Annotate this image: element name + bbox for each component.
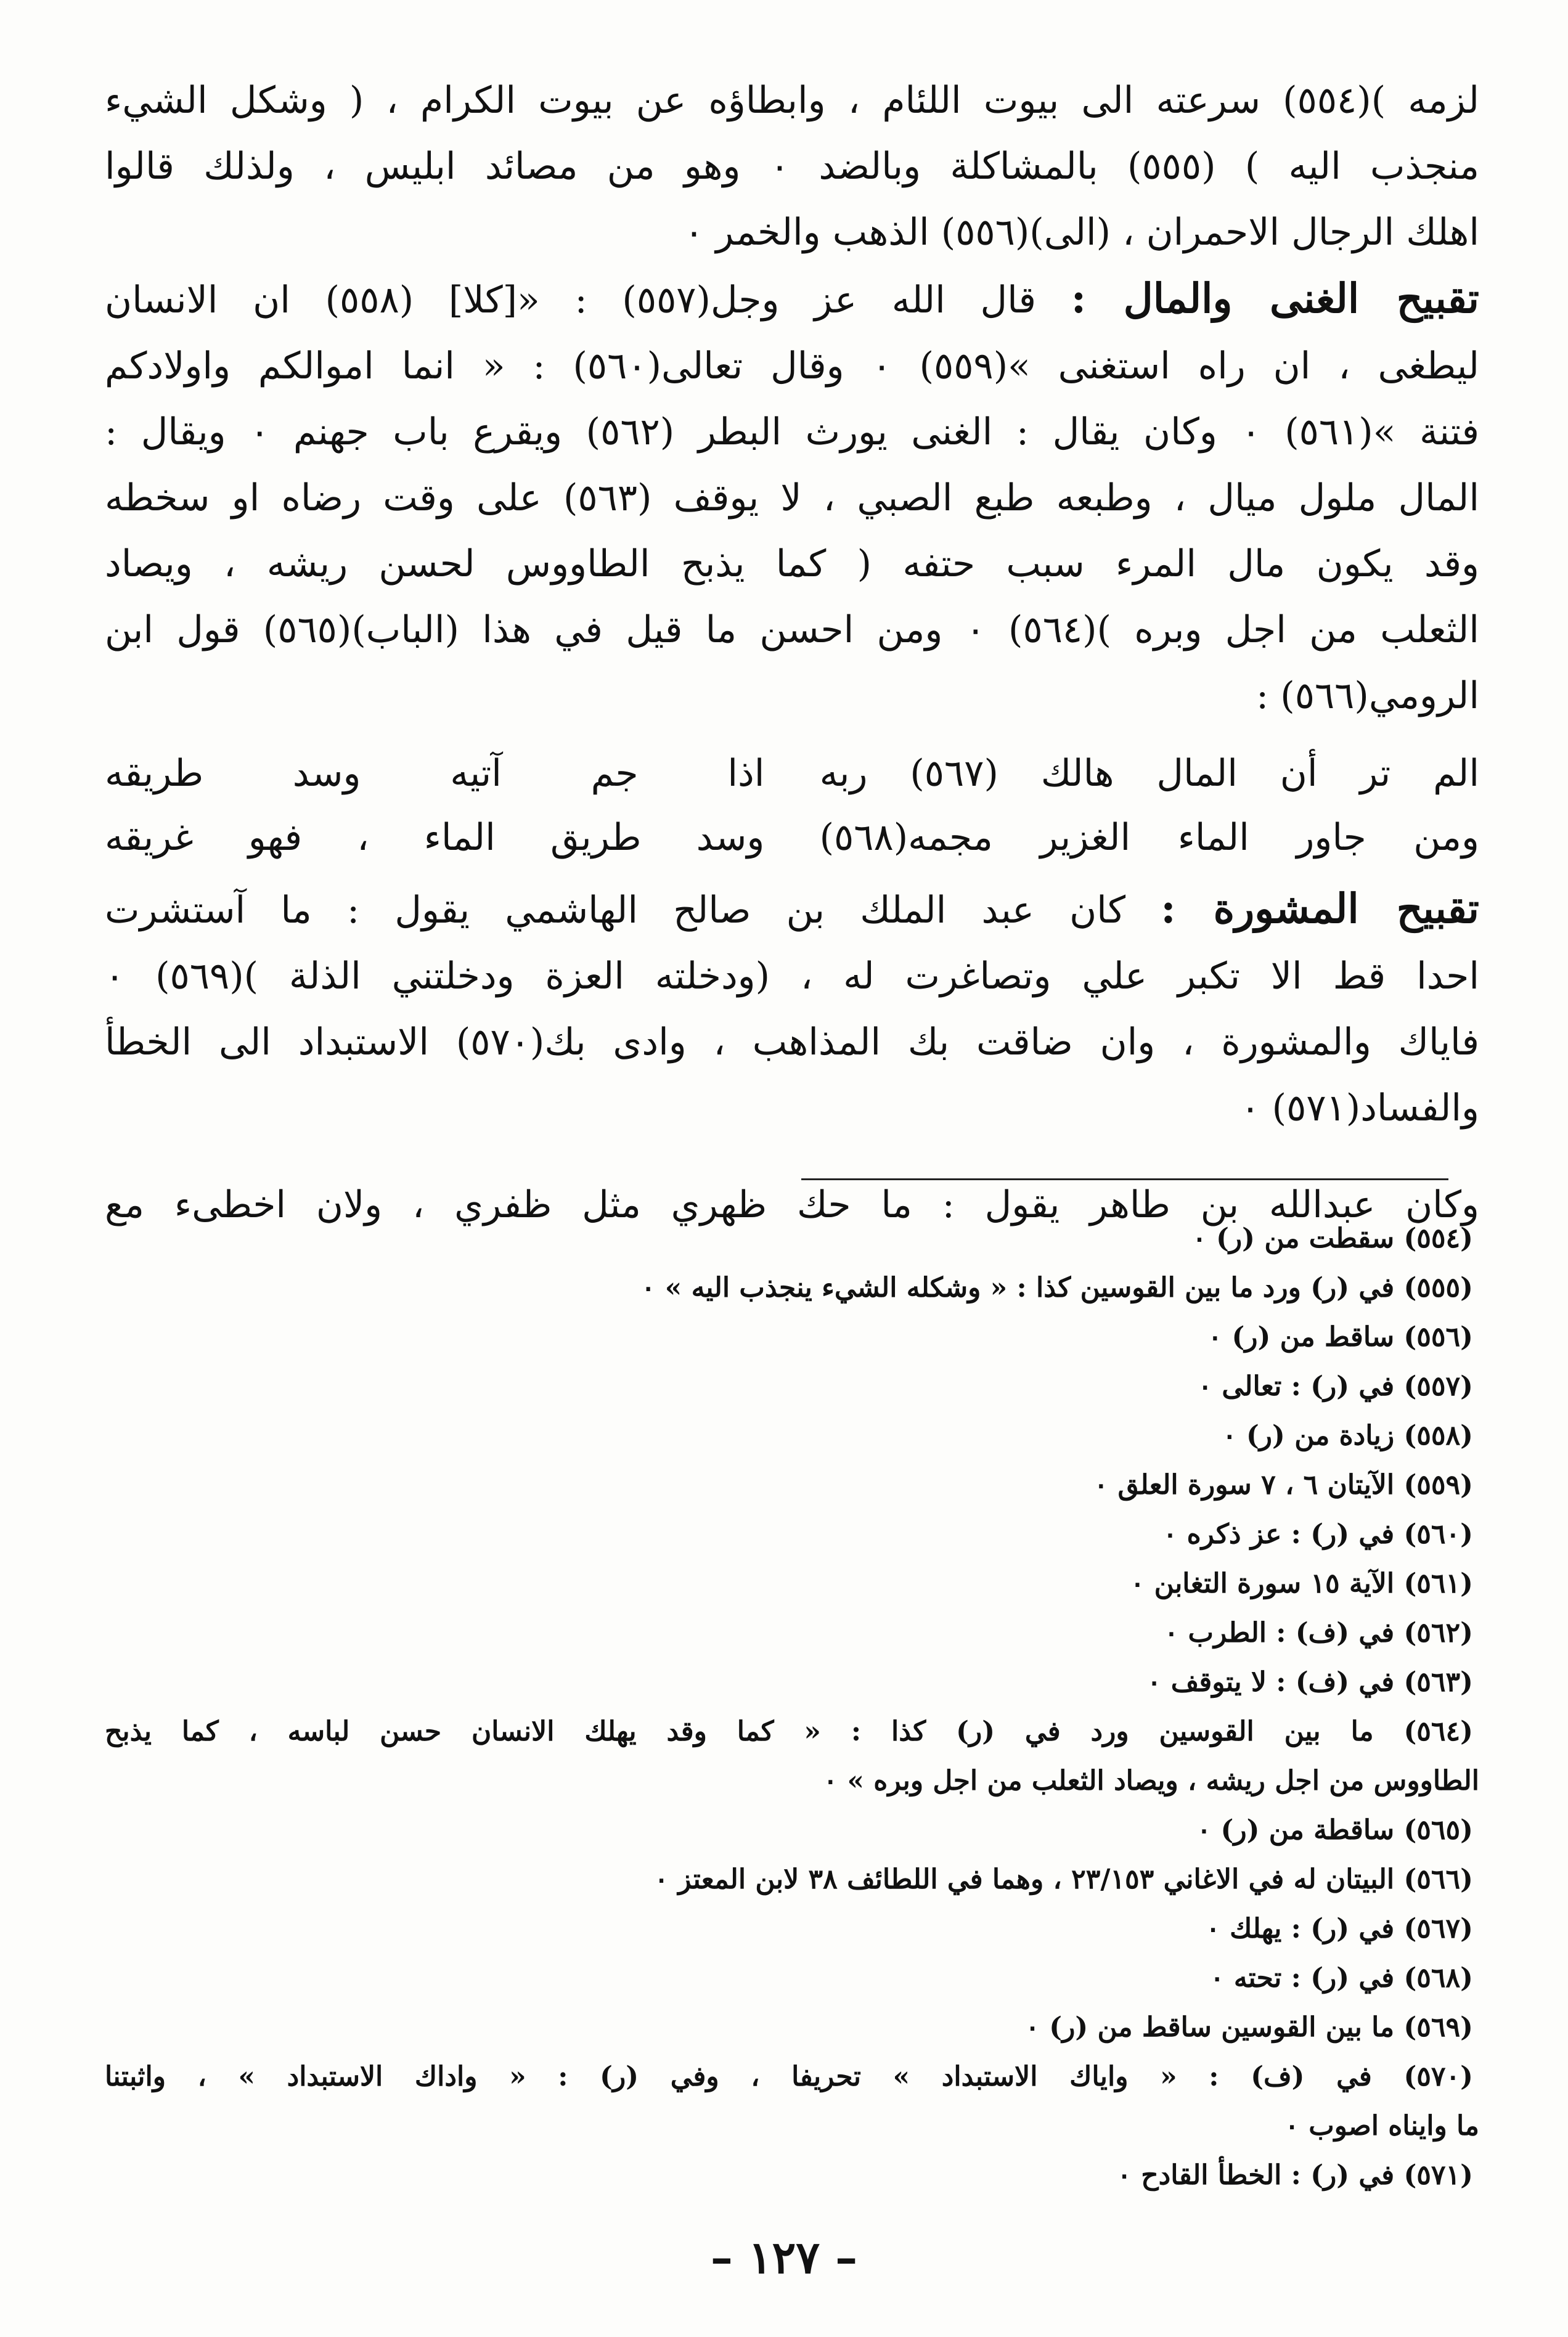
footnote: (٥٦٤) ما بين القوسين ورد في (ر) كذا : « كما وقد يهلك الانسان حسن لباسه ، كما يذبح xyxy=(105,1716,1473,1747)
footnote: (٥٦٨) في (ر) : تحته ٠ xyxy=(1209,1962,1473,1994)
section-heading-consultation: تقبيح المشورة : xyxy=(1161,884,1479,932)
main-text xyxy=(105,68,1479,1238)
footnote-continuation: ما وايناه اصوب ٠ xyxy=(1284,2110,1479,2142)
footnote: (٥٦٩) ما بين القوسين ساقط من (ر) ٠ xyxy=(1025,2012,1473,2043)
footnote-continuation: الطاووس من اجل ريشه ، ويصاد الثعلب من اجل وبره » ٠ xyxy=(823,1765,1479,1797)
paragraph-gap xyxy=(105,1141,1479,1172)
body-line: المال ملول ميال ، وطبعه طبع الصبي ، لا يوقف (٥٦٣) على وقت رضاه او سخطه xyxy=(105,476,1479,520)
body-line: منجذب اليه ) (٥٥٥) بالمشاكلة وبالضد ٠ وهو من مصائد ابليس ، ولذلك قالوا xyxy=(105,145,1479,188)
footnote: (٥٧٠) في (ف) : « واياك الاستبداد » تحريفا ، وفي (ر) : « واداك الاستبداد » ، واثبتنا xyxy=(105,2061,1473,2092)
verse-first-hemistich: الم تر أن المال هالك (٥٦٧) ربه xyxy=(819,752,1479,795)
footnote: (٥٧١) في (ر) : الخطأ القادح ٠ xyxy=(1117,2160,1473,2191)
footnote: (٥٥٧) في (ر) : تعالى ٠ xyxy=(1198,1371,1473,1402)
footnote: (٥٥٩) الآيتان ٦ ، ٧ سورة العلق ٠ xyxy=(1093,1469,1473,1501)
body-line: ليطغى ، ان راه استغنى »(٥٥٩) ٠ وقال تعالى(٥٦٠) : « انما اموالكم واولادكم xyxy=(105,345,1479,388)
body-line: وقد يكون مال المرء سبب حتفه ( كما يذبح الطاووس لحسن ريشه ، ويصاد xyxy=(105,542,1479,585)
body-line: احدا قط الا تكبر علي وتصاغرت له ، (ودخلته العزة ودخلتني الذلة )(٥٦٩) ٠ xyxy=(105,955,1479,998)
footnote: (٥٥٥) في (ر) ورد ما بين القوسين كذا : « وشكله الشيء ينجذب اليه » ٠ xyxy=(640,1272,1473,1303)
footnote: (٥٦٠) في (ر) : عز ذكره ٠ xyxy=(1162,1519,1473,1550)
section-heading-line xyxy=(105,876,1479,944)
footnote-separator xyxy=(801,1178,1448,1180)
poem xyxy=(105,741,1479,870)
footnote: (٥٦٧) في (ر) : يهلك ٠ xyxy=(1206,1913,1473,1944)
verse-first-hemistich: ومن جاور الماء الغزير مجمه(٥٦٨) xyxy=(819,816,1479,859)
footnotes xyxy=(105,1214,1479,2200)
footnote: (٥٦٣) في (ف) : لا يتوقف ٠ xyxy=(1146,1666,1473,1698)
footnote: (٥٦١) الآية ١٥ سورة التغابن ٠ xyxy=(1130,1568,1473,1599)
section-heading-wealth: تقبيح الغنى والمال : xyxy=(1071,274,1479,322)
footnote: (٥٦٥) ساقطة من (ر) ٠ xyxy=(1196,1814,1473,1846)
body-text: كان عبد الملك بن صالح الهاشمي يقول : ما آستشرت xyxy=(105,889,1126,932)
footnote: (٥٥٤) سقطت من (ر) ٠ xyxy=(1192,1223,1473,1254)
body-line: الثعلب من اجل وبره )(٥٦٤) ٠ ومن احسن ما قيل في هذا (الباب)(٥٦٥) قول ابن xyxy=(105,608,1479,651)
poem-verse xyxy=(105,806,1479,870)
body-line: الرومي(٥٦٦) : xyxy=(1256,674,1479,717)
footnote: (٥٥٦) ساقط من (ر) ٠ xyxy=(1207,1321,1473,1353)
verse-second-hemistich: اذا جم آتيه وسد طريقه xyxy=(105,752,765,795)
poem-verse xyxy=(105,741,1479,806)
footnote: (٥٦٢) في (ف) : الطرب ٠ xyxy=(1164,1617,1473,1649)
footnote: (٥٦٦) البيتان له في الاغاني ٢٣/١٥٣ ، وهما في اللطائف ٣٨ لابن المعتز ٠ xyxy=(654,1864,1473,1895)
body-line: والفساد(٥٧١) ٠ xyxy=(1240,1087,1479,1130)
body-line: اهلك الرجال الاحمران ، (الى)(٥٥٦) الذهب والخمر ٠ xyxy=(684,211,1479,254)
section-heading-line xyxy=(105,266,1479,333)
body-line: وكان عبدالله بن طاهر يقول : ما حك ظهري مثل ظفري ، ولان اخطىء مع xyxy=(105,1183,1479,1226)
body-line: لزمه )(٥٥٤) سرعته الى بيوت اللئام ، وابطاؤه عن بيوت الكرام ، ( وشكل الشيء xyxy=(105,79,1479,122)
footnote: (٥٥٨) زيادة من (ر) ٠ xyxy=(1222,1420,1473,1451)
page-number: – ١٢٧ – xyxy=(710,2231,858,2283)
body-line: فاياك والمشورة ، وان ضاقت بك المذاهب ، وادى بك(٥٧٠) الاستبداد الى الخطأ xyxy=(105,1021,1479,1064)
verse-second-hemistich: وسد طريق الماء ، فهو غريقه xyxy=(105,816,765,859)
body-line: فتنة »(٥٦١) ٠ وكان يقال : الغنى يورث البطر (٥٦٢) ويقرع باب جهنم ٠ ويقال : xyxy=(105,410,1479,454)
body-text: قال الله عز وجل(٥٥٧) : «[كلا] (٥٥٨) ان الانسان xyxy=(105,279,1037,322)
